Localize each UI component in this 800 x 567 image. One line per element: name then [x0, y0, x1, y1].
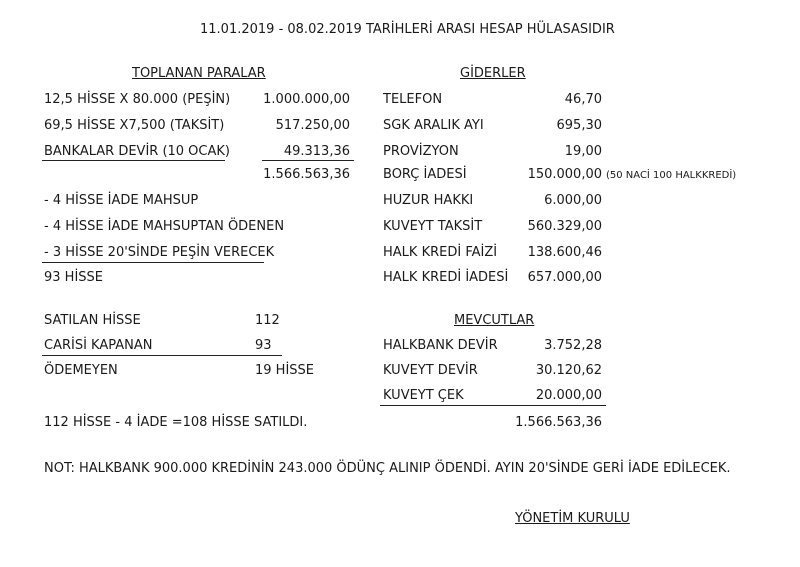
gider-label: BORÇ İADESİ [383, 167, 467, 182]
gider-label: HALK KREDİ FAİZİ [383, 245, 498, 260]
hisse-total: 93 HİSSE [44, 270, 104, 285]
mevcut-amount: 30.120,62 [535, 363, 602, 378]
toplanan-total: 1.566.563,36 [263, 167, 350, 182]
toplanan-amount: 517.250,00 [275, 118, 350, 133]
gider-amount: 657.000,00 [527, 270, 602, 285]
hisse-note: - 4 HİSSE İADE MAHSUP [44, 193, 199, 208]
mevcut-label: KUVEYT DEVİR [383, 363, 478, 378]
document-title: 11.01.2019 - 08.02.2019 TARİHLERİ ARASI HESAP HÜLASASIDIR [200, 22, 615, 37]
divider [262, 160, 354, 161]
gider-amount: 138.600,46 [527, 245, 602, 260]
gider-note: (50 NACİ 100 HALKKREDİ) [606, 170, 737, 181]
mevcut-label: KUVEYT ÇEK [383, 388, 464, 403]
gider-amount: 560.329,00 [527, 219, 602, 234]
gider-label: SGK ARALIK AYI [383, 118, 484, 133]
mevcutlar-heading: MEVCUTLAR [454, 313, 535, 328]
satis-value: 112 [255, 313, 280, 328]
satis-label: ÖDEMEYEN [44, 363, 118, 378]
toplanan-amount: 1.000.000,00 [263, 92, 350, 107]
bottom-note: NOT: HALKBANK 900.000 KREDİNİN 243.000 ÖDÜNÇ ALINIP ÖDENDİ. AYIN 20'SİNDE GERİ İADE EDİLECEK. [44, 461, 731, 476]
gider-amount: 695,30 [556, 118, 602, 133]
mevcut-label: HALKBANK DEVİR [383, 338, 498, 353]
divider [380, 405, 606, 406]
gider-label: HUZUR HAKKI [383, 193, 474, 208]
satis-value: 93 [255, 338, 272, 353]
gider-label: PROVİZYON [383, 144, 459, 159]
satis-label: CARİSİ KAPANAN [44, 338, 153, 353]
gider-label: KUVEYT TAKSİT [383, 219, 483, 234]
toplanan-amount: 49.313,36 [283, 144, 350, 159]
gider-label: TELEFON [383, 92, 443, 107]
hisse-note: - 4 HİSSE İADE MAHSUPTAN ÖDENEN [44, 219, 285, 234]
toplanan-heading: TOPLANAN PARALAR [132, 66, 266, 81]
mevcut-amount: 3.752,28 [544, 338, 602, 353]
hisse-note: - 3 HİSSE 20'SİNDE PEŞİN VERECEK [44, 245, 275, 260]
mevcut-amount: 20.000,00 [535, 388, 602, 403]
divider [42, 160, 225, 161]
toplanan-label: 12,5 HİSSE X 80.000 (PEŞİN) [44, 92, 231, 107]
gider-label: HALK KREDİ İADESİ [383, 270, 509, 285]
toplanan-label: 69,5 HİSSE X7,500 (TAKSİT) [44, 118, 225, 133]
satis-label: SATILAN HİSSE [44, 313, 141, 328]
giderler-heading: GİDERLER [460, 66, 526, 81]
gider-amount: 46,70 [564, 92, 602, 107]
satis-summary: 112 HİSSE - 4 İADE =108 HİSSE SATILDI. [44, 415, 308, 430]
divider [42, 355, 282, 356]
gider-amount: 19,00 [564, 144, 602, 159]
toplanan-label: BANKALAR DEVİR (10 OCAK) [44, 144, 230, 159]
gider-amount: 6.000,00 [544, 193, 602, 208]
mevcut-total: 1.566.563,36 [515, 415, 602, 430]
satis-value: 19 HİSSE [255, 363, 315, 378]
signature: YÖNETİM KURULU [515, 511, 630, 526]
divider [42, 262, 264, 263]
gider-amount: 150.000,00 [527, 167, 602, 182]
